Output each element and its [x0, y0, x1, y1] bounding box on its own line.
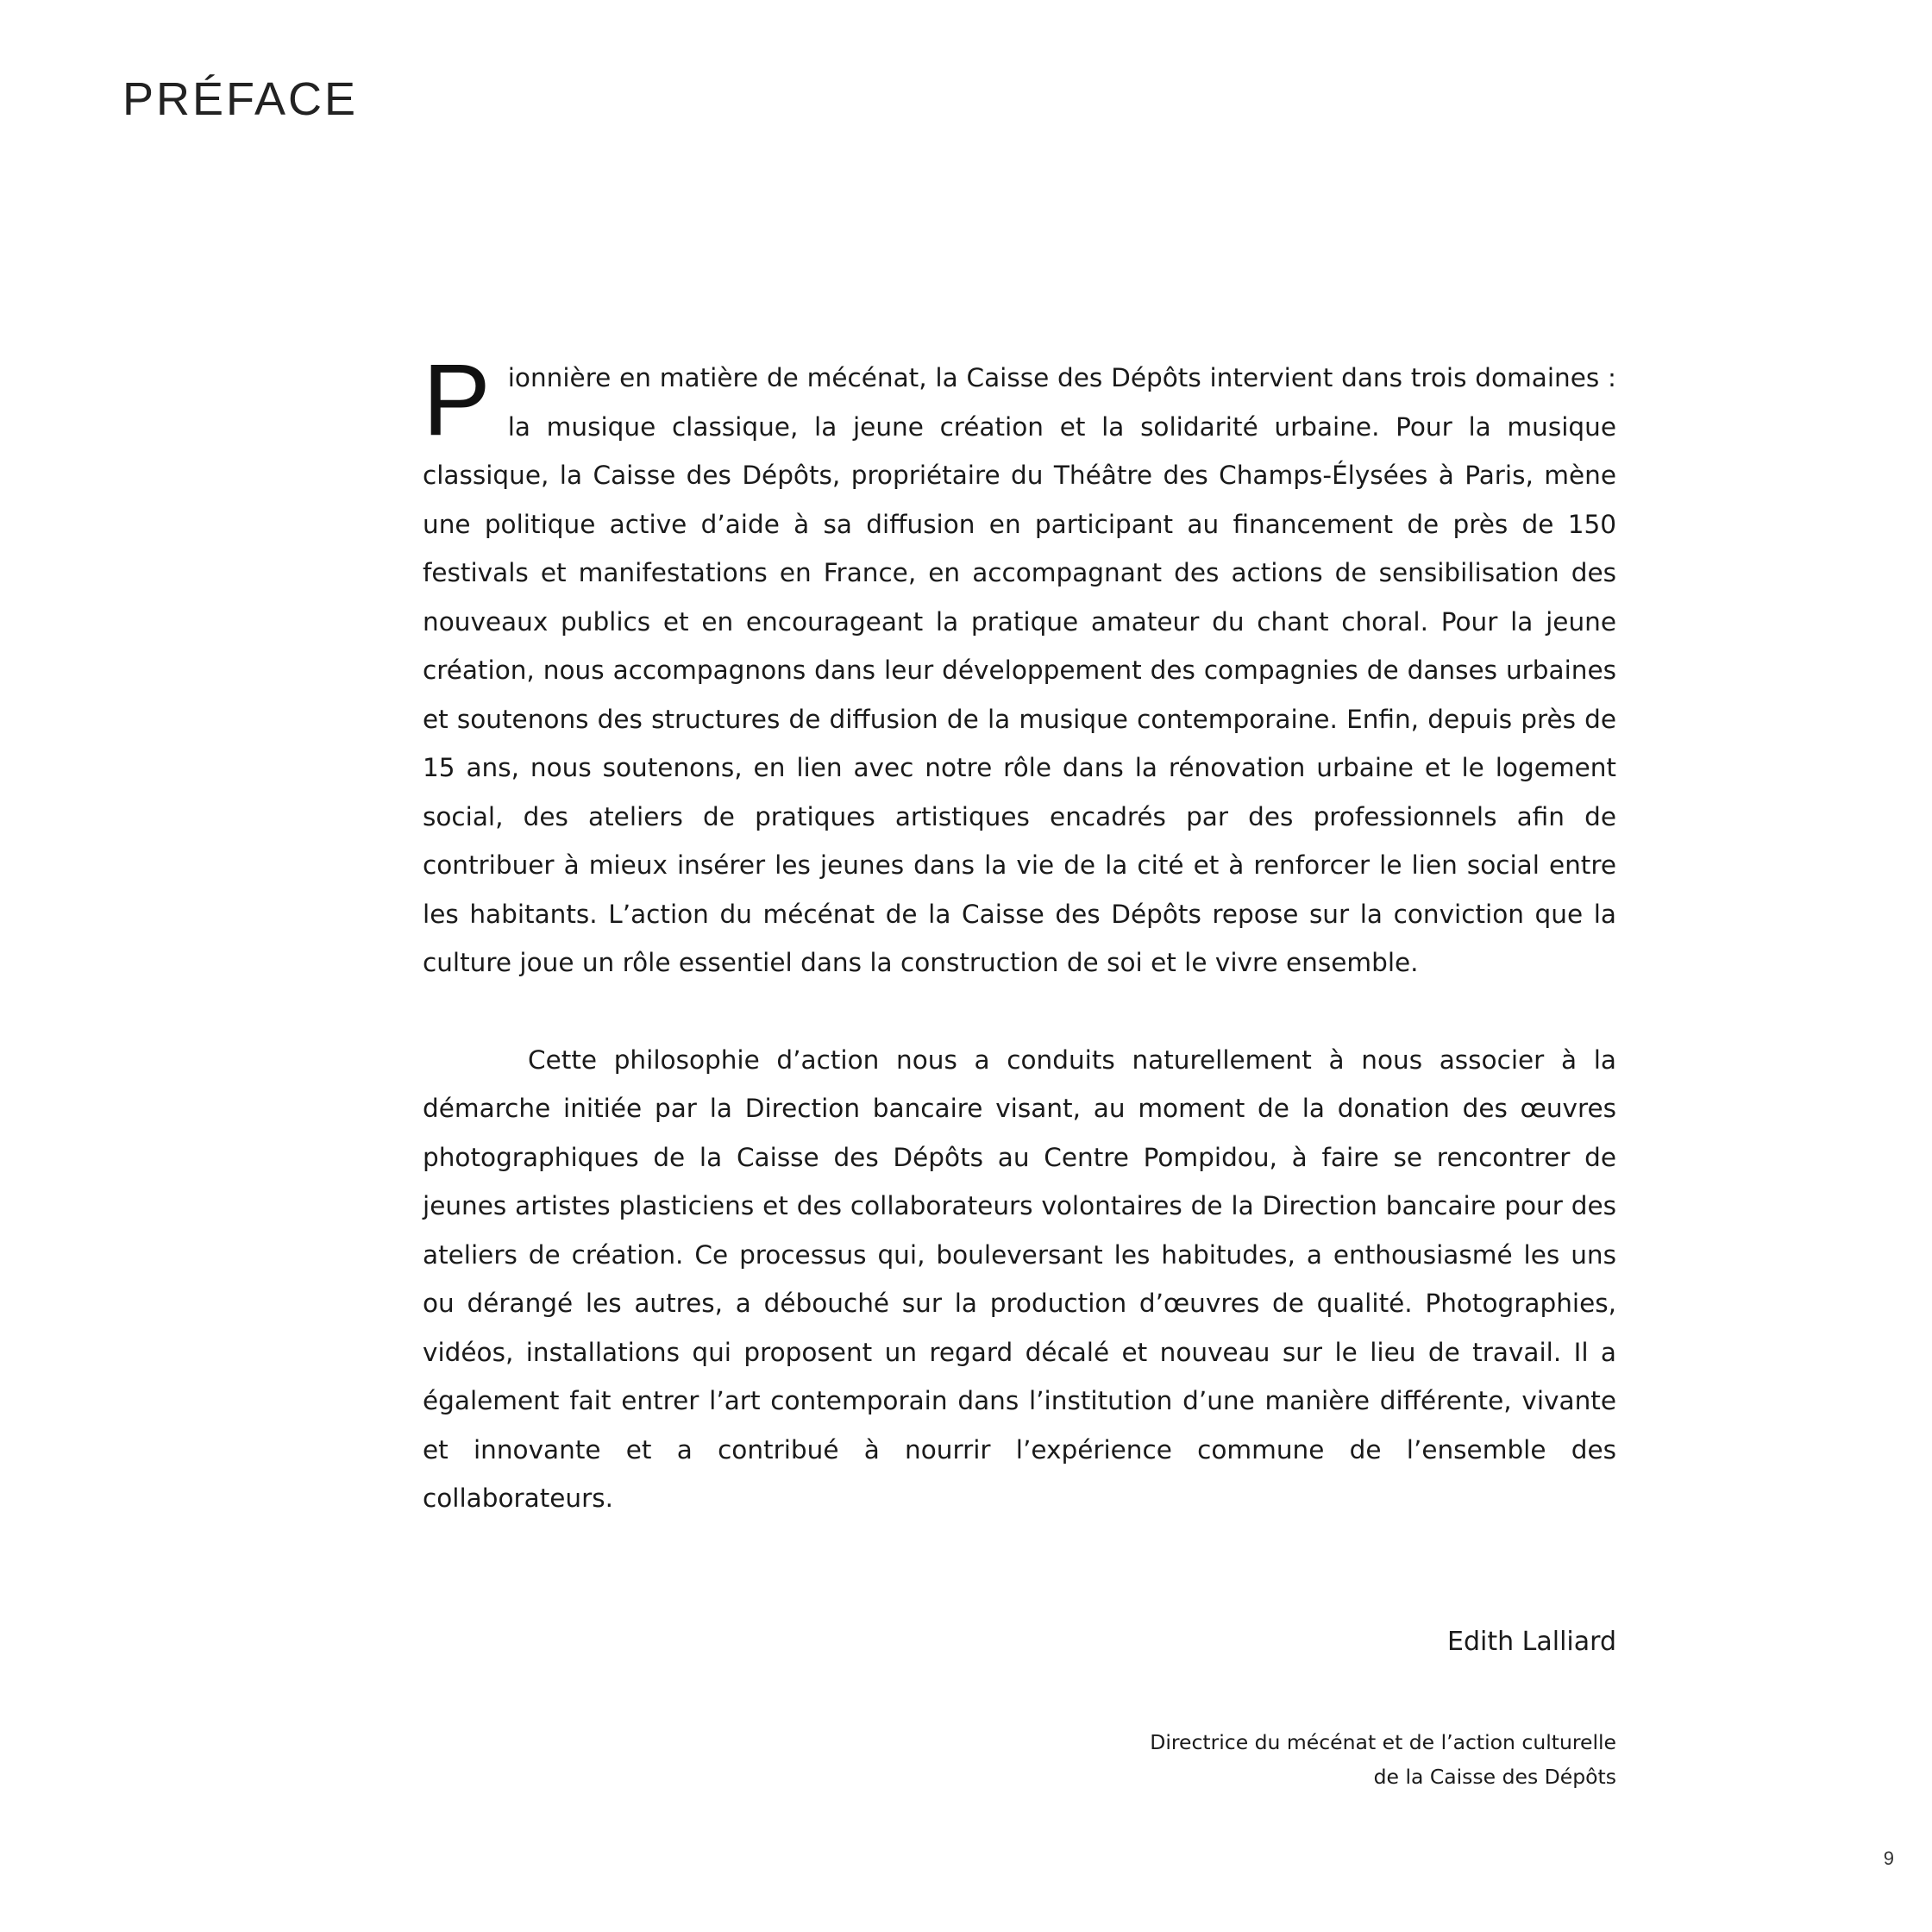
paragraph-1-text: ionnière en matière de mécénat, la Caisse des Dépôts intervient dans trois domaines : la musique classique, la jeune création et la solidarité urbaine. Pour la musique classique, la Caisse des Dépôts, propriétaire du Théâtre des Champs-Élysées à Paris, mène une politique active d’aide à sa diffusion en participant au financement de près de 150 festivals et manifestations en France, en accompagnant des actions de sensibilisation des nouveaux publics et en encourageant la pratique amateur du chant choral. Pour la jeune création, nous accompagnons dans leur développement des compagnies de danses urbaines et soutenons des structures de diffusion de la musique contemporaine. Enfin, depuis près de 15 ans, nous soutenons, en lien avec notre rôle dans la rénovation urbaine et le logement social, des ateliers de pratiques artistiques encadrés par des professionnels afin de contribuer à mieux insérer les jeunes dans la vie de la cité et à renforcer le lien social entre les habitants. L’action du mécénat de la Caisse des Dépôts repose sur la conviction que la culture joue un rôle essentiel dans la construction de soi et le vivre ensemble.: [423, 363, 1616, 977]
signature-role: [1150, 1725, 1616, 1794]
page-title: PRÉFACE: [122, 73, 359, 125]
drop-cap: P: [423, 343, 491, 457]
signature-role-line-1: Directrice du mécénat et de l’action culturelle: [1150, 1730, 1616, 1754]
page-number: 9: [1883, 1847, 1894, 1869]
signature-name: Edith Lalliard: [1447, 1627, 1616, 1657]
preface-body: [423, 343, 1616, 1523]
paragraph-1: [423, 343, 1616, 988]
signature-role-line-2: de la Caisse des Dépôts: [1373, 1765, 1616, 1789]
paragraph-2: Cette philosophie d’action nous a conduits naturellement à nous associer à la démarche initiée par la Direction bancaire visant, au moment de la donation des œuvres photographiques de la Caisse des Dépôts au Centre Pompidou, à faire se rencontrer de jeunes artistes plasticiens et des collaborateurs volontaires de la Direction bancaire pour des ateliers de création. Ce processus qui, bouleversant les habitudes, a enthousiasmé les uns ou dérangé les autres, a débouché sur la production d’œuvres de qualité. Photographies, vidéos, installations qui proposent un regard décalé et nouveau sur le lieu de travail. Il a également fait entrer l’art contemporain dans l’institution d’une manière différente, vivante et innovante et a contribué à nourrir l’expérience commune de l’ensemble des collaborateurs.: [423, 1044, 1616, 1513]
